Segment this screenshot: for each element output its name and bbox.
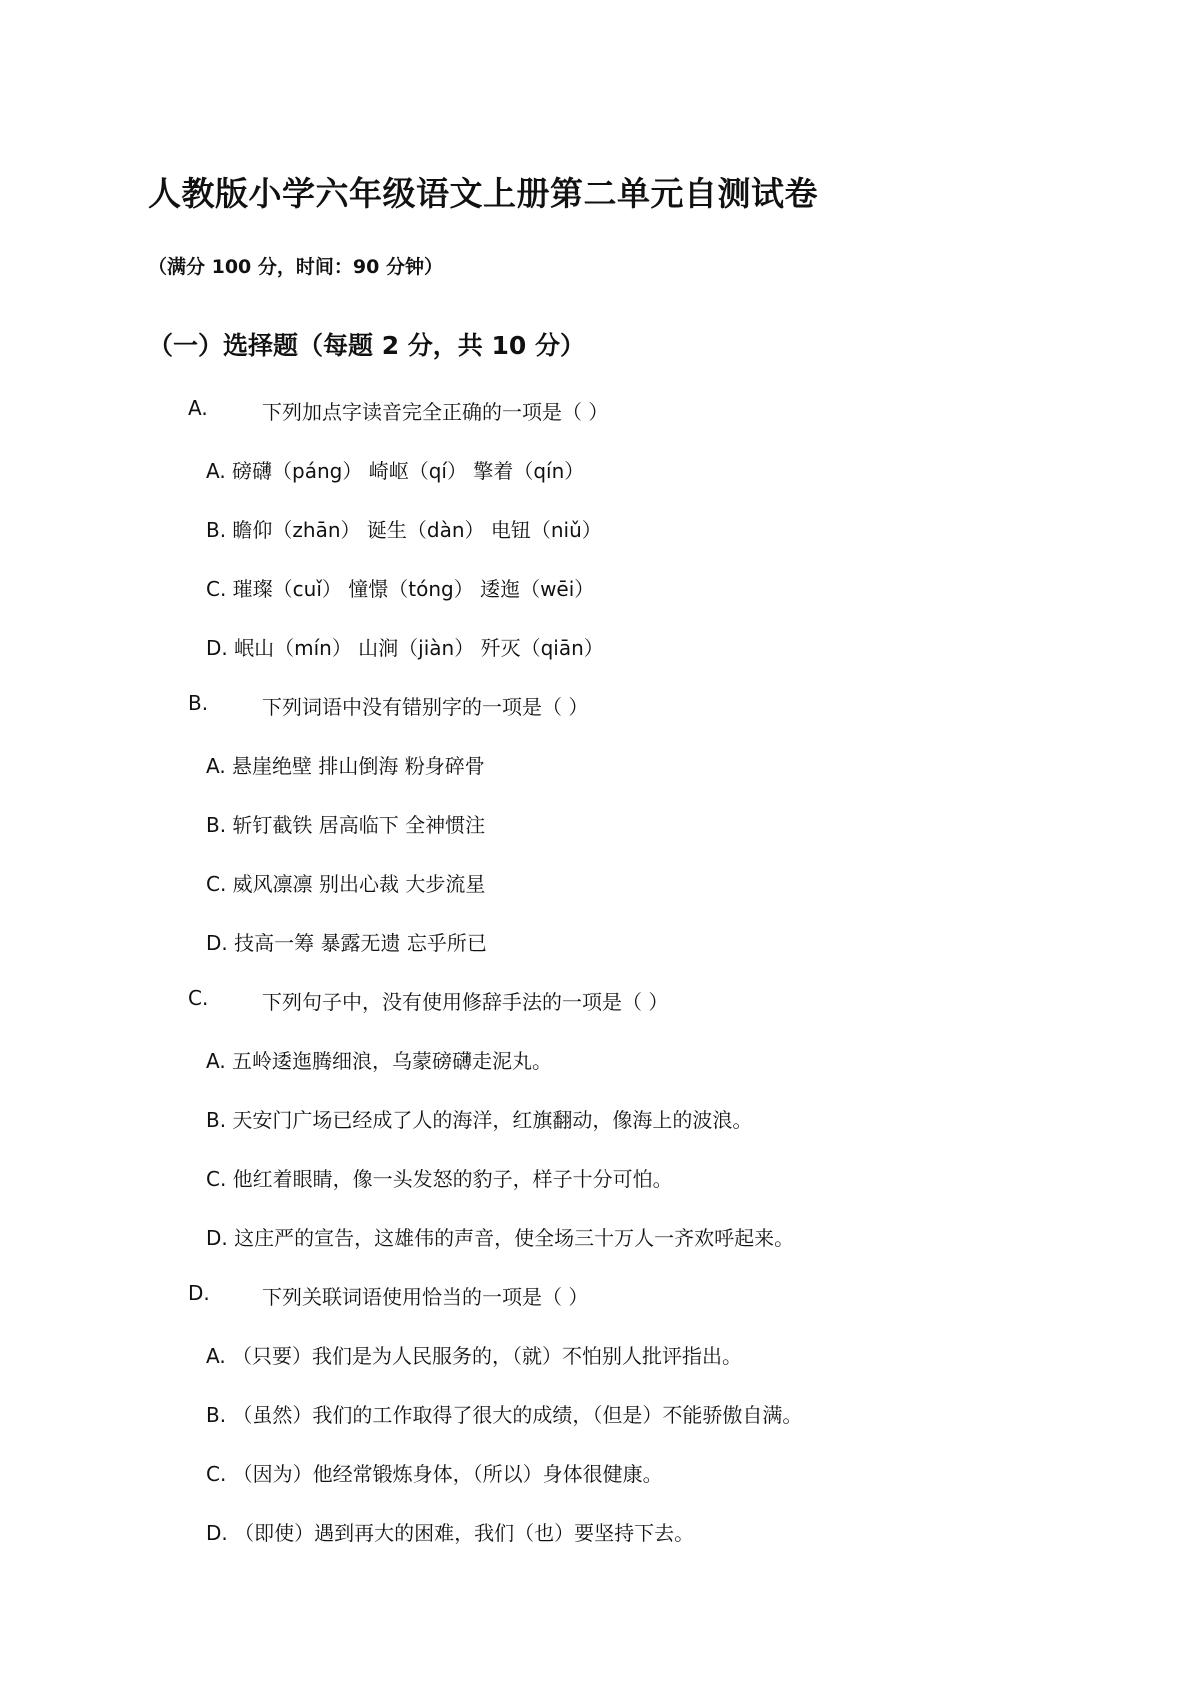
question-list xyxy=(0,396,1200,1576)
question-3 xyxy=(0,986,1200,1045)
answer-option: B. 斩钉截铁 居高临下 全神惯注 xyxy=(206,813,486,837)
answer-option: C. 他红着眼睛，像一头发怒的豹子，样子十分可怕。 xyxy=(206,1167,673,1191)
answer-option: A. 五岭逶迤腾细浪，乌蒙磅礴走泥丸。 xyxy=(206,1049,553,1073)
question-number: C. xyxy=(188,986,209,1010)
section-heading: （一）选择题（每题 2 分，共 10 分） xyxy=(148,331,586,360)
answer-option: C. 璀璨（cuǐ） 憧憬（tóng） 逶迤（wēi） xyxy=(206,577,595,601)
page-title: 人教版小学六年级语文上册第二单元自测试卷 xyxy=(148,174,818,213)
question-text: 下列词语中没有错别字的一项是（ ） xyxy=(262,695,589,719)
answer-option: A. 磅礴（páng） 崎岖（qí） 擎着（qín） xyxy=(206,459,585,483)
question-text: 下列关联词语使用恰当的一项是（ ） xyxy=(262,1285,589,1309)
answer-option: B. 瞻仰（zhān） 诞生（dàn） 电钮（niǔ） xyxy=(206,518,602,542)
answer-option: D. （即使）遇到再大的困难，我们（也）要坚持下去。 xyxy=(206,1521,695,1545)
question-4 xyxy=(0,1281,1200,1340)
answer-option: C. （因为）他经常锻炼身体，（所以）身体很健康。 xyxy=(206,1462,663,1486)
question-2 xyxy=(0,691,1200,750)
answer-option: C. 威风凛凛 别出心裁 大步流星 xyxy=(206,872,486,896)
exam-info: （满分 100 分，时间：90 分钟） xyxy=(148,256,443,278)
answer-option: B. （虽然）我们的工作取得了很大的成绩，（但是）不能骄傲自满。 xyxy=(206,1403,803,1427)
question-number: D. xyxy=(188,1281,210,1305)
question-number: A. xyxy=(188,396,208,420)
answer-option: A. 悬崖绝壁 排山倒海 粉身碎骨 xyxy=(206,754,485,778)
question-number: B. xyxy=(188,691,209,715)
answer-option: D. 这庄严的宣告，这雄伟的声音，使全场三十万人一齐欢呼起来。 xyxy=(206,1226,795,1250)
question-text: 下列句子中，没有使用修辞手法的一项是（ ） xyxy=(262,990,669,1014)
answer-option: B. 天安门广场已经成了人的海洋，红旗翻动，像海上的波浪。 xyxy=(206,1108,753,1132)
question-1 xyxy=(0,396,1200,455)
answer-option: D. 岷山（mín） 山涧（jiàn） 歼灭（qiān） xyxy=(206,636,604,660)
question-text: 下列加点字读音完全正确的一项是（ ） xyxy=(262,400,609,424)
answer-option: D. 技高一筹 暴露无遗 忘乎所已 xyxy=(206,931,487,955)
answer-option: A. （只要）我们是为人民服务的，（就）不怕别人批评指出。 xyxy=(206,1344,743,1368)
